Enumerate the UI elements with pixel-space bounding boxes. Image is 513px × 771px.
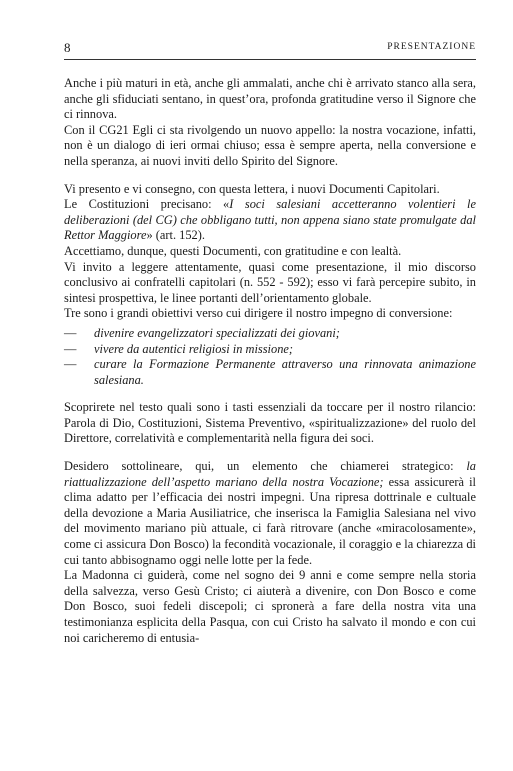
- body-text: [64, 76, 476, 646]
- paragraph-5: Accettiamo, dunque, questi Documenti, con gratitudine e con lealtà.: [64, 243, 402, 258]
- running-head: PRESENTAZIONE: [387, 42, 476, 52]
- paragraph-4-start: Le Costituzioni precisano: «: [64, 197, 230, 212]
- paragraph-10: La Madonna ci guiderà, come nel sogno dei 9 anni e come sempre nella storia della salvezza, verso Gesù Cristo; ci aiuterà a divenire, con Don Bosco e come Don Bosco, suoi fedeli discepoli; ci spronerà a fare della nostra vita una testimonianza esplicita della Pasqua, con cui Cristo ha salvato il mondo e con cui noi caricheremo di entusia-: [64, 568, 476, 645]
- strategic-element: la riattualizzazione dell’aspetto mariano della nostra Vocazione;: [64, 459, 476, 489]
- objective-item: [64, 357, 476, 388]
- objective-text: curare la Formazione Permanente attraverso una rinnovata animazione salesiana.: [94, 357, 476, 387]
- objective-text: divenire evangelizzatori specializzati dei giovani;: [94, 325, 340, 340]
- paragraph-4: [64, 197, 476, 244]
- objective-item: [64, 342, 476, 358]
- paragraph-6: Vi invito a leggere attentamente, quasi come presentazione, il mio discorso conclusivo ai confratelli capitolari (n. 552 - 592); esso vi farà percepire subito, in sintesi prospettiva, le linee portanti dell’orientamento globale.: [64, 259, 476, 305]
- header-rule: [64, 59, 476, 60]
- paragraph-9-start: Desidero sottolineare, qui, un elemento che chiamerei strategico:: [64, 459, 467, 474]
- paragraph-9: [64, 459, 476, 568]
- dash-marker: —: [64, 325, 77, 340]
- objective-text: vivere da autentici religiosi in missione;: [94, 341, 294, 356]
- paragraph-7: Tre sono i grandi obiettivi verso cui dirigere il nostro impegno di conversione:: [64, 306, 453, 321]
- paragraph-9-end: essa assicurerà il clima adatto per l’efficacia dei nostri impegni. Una ripresa dottrinale e cultuale della devozione a Maria Ausiliatrice, che inserisca la Famiglia Salesiana nel vivo del movimento mariano più attuale, ci farà ritrovare (anche «miracolosamente», come ci assicura Don Bosco) la fecondità vocazionale, il coraggio e la chiarezza di cui tanto abbisognamo oggi nelle lotte per la fede.: [64, 474, 476, 567]
- paragraph-2: Con il CG21 Egli ci sta rivolgendo un nuovo appello: la nostra vocazione, infatti, non è un dialogo di ieri ormai chiuso; essa è sempre aperta, nella conversione e nella speranza, ai nuovi inviti dello Spirito del Signore.: [64, 122, 476, 168]
- page-header: [64, 40, 476, 60]
- paragraph-1: Anche i più maturi in età, anche gli ammalati, anche chi è arrivato stanco alla sera, anche gli sfiduciati sentano, in quest’ora, profonda gratitudine verso il Signore che ci rinnova.: [64, 76, 476, 122]
- dash-marker: —: [64, 341, 77, 356]
- objectives-list: [64, 326, 476, 388]
- dash-marker: —: [64, 357, 77, 372]
- paragraph-3: Vi presento e vi consegno, con questa lettera, i nuovi Documenti Capitolari.: [64, 181, 440, 196]
- paragraph-8: Scoprirete nel testo quali sono i tasti essenziali da toccare per il nostro rilancio: Parola di Dio, Costituzioni, Sistema Preventivo, «spiritualizzazione» del ruolo del Direttore, correlatività e complementarità nella figura dei soci.: [64, 400, 476, 446]
- constitution-quote: I soci salesiani accetteranno volentieri le deliberazioni (del CG) che obbligano tutti, non appena siano state promulgate dal Rettor Maggiore: [64, 197, 476, 243]
- objective-item: [64, 326, 476, 342]
- page-number: 8: [64, 40, 71, 55]
- paragraph-4-end: » (art. 152).: [146, 228, 205, 243]
